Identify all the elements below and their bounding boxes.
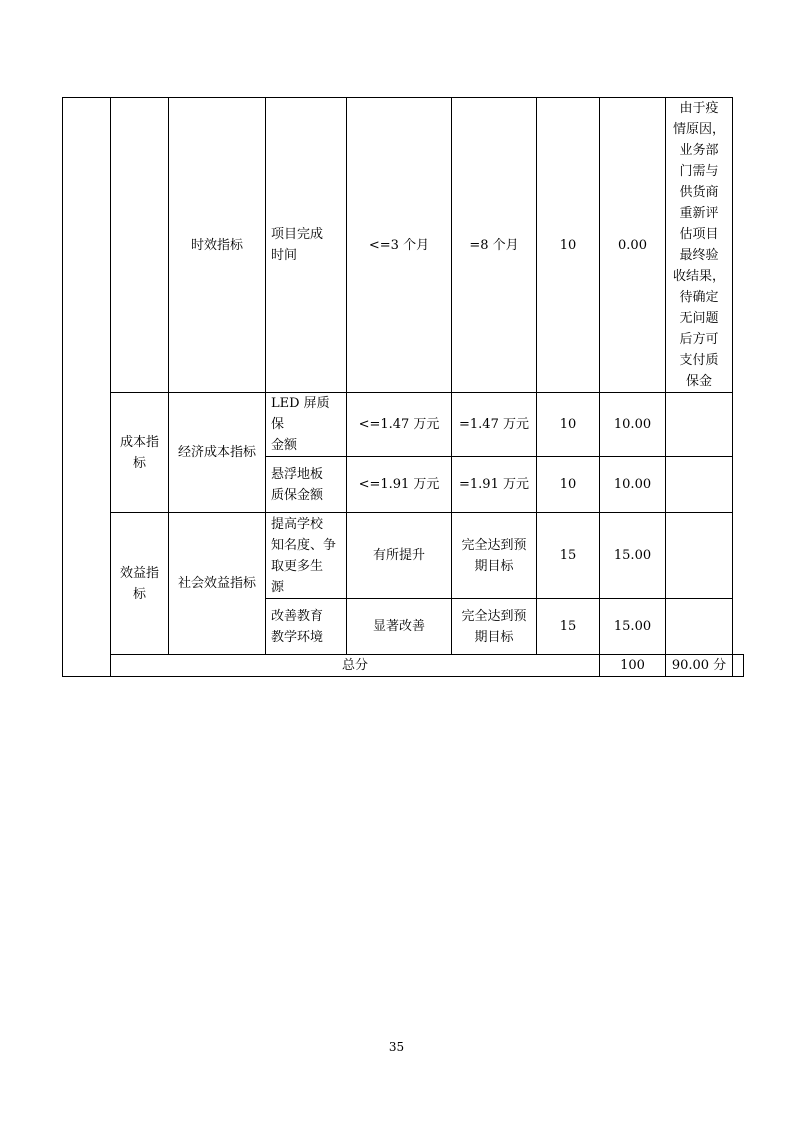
indicator-cell: 项目完成 时间 [266,98,347,393]
timeliness-row [63,98,744,393]
benefit-row [63,513,744,599]
total-remark-cell [733,655,744,677]
total-label-cell: 总分 [111,655,600,677]
indicator-cell: 悬浮地板 质保金额 [266,457,347,513]
secondary-indicator-cell: 时效指标 [169,98,266,393]
score-cell: 0.00 [600,98,666,393]
indicator-cell: 改善教育 教学环境 [266,599,347,655]
actual-cell: =8 个月 [452,98,537,393]
remark-cell: 由于疫 情原因， 业务部 门需与 供货商 重新评 估项目 最终验 收结果， 待确定 无问题 后方可 支付质 保金 [666,98,733,393]
actual-cell: 完全达到预 期目标 [452,513,537,599]
weight-cell: 15 [537,599,600,655]
remark-cell [666,513,733,599]
remark-cell [666,599,733,655]
primary-indicator-cell: 成本指 标 [111,393,169,513]
score-cell: 15.00 [600,599,666,655]
weight-cell: 10 [537,457,600,513]
target-cell: <=1.91 万元 [347,457,452,513]
indicator-cell: LED 屏质保 金额 [266,393,347,457]
remark-cell [666,457,733,513]
score-cell: 15.00 [600,513,666,599]
weight-cell: 10 [537,393,600,457]
actual-cell: 完全达到预 期目标 [452,599,537,655]
score-cell: 10.00 [600,457,666,513]
outer-category-cell [63,98,111,677]
page-number: 35 [388,1040,405,1054]
actual-cell: =1.47 万元 [452,393,537,457]
weight-cell: 15 [537,513,600,599]
weight-cell: 10 [537,98,600,393]
indicator-cell: 提高学校 知名度、争 取更多生 源 [266,513,347,599]
target-cell: <=3 个月 [347,98,452,393]
target-cell: 有所提升 [347,513,452,599]
actual-cell: =1.91 万元 [452,457,537,513]
total-score-cell: 90.00 分 [666,655,733,677]
performance-table [62,97,744,677]
primary-indicator-cell [111,98,169,393]
score-cell: 10.00 [600,393,666,457]
remark-cell [666,393,733,457]
secondary-indicator-cell: 经济成本指标 [169,393,266,513]
secondary-indicator-cell: 社会效益指标 [169,513,266,655]
target-cell: 显著改善 [347,599,452,655]
target-cell: <=1.47 万元 [347,393,452,457]
primary-indicator-cell: 效益指 标 [111,513,169,655]
cost-row [63,393,744,457]
total-row [63,655,744,677]
total-weight-cell: 100 [600,655,666,677]
